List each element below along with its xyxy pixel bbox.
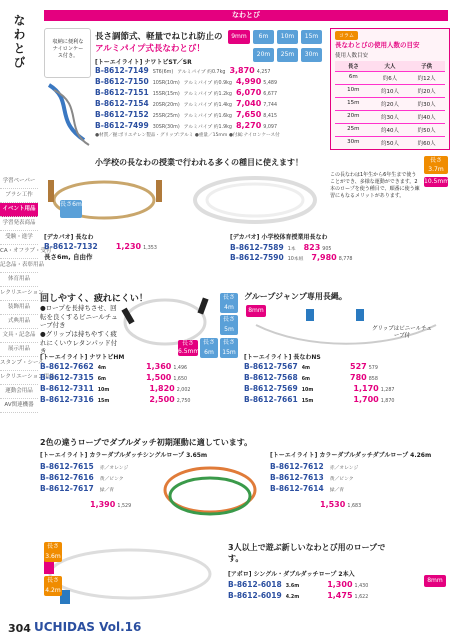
guide-cell: 約40人 — [381, 128, 399, 134]
sec1-series: [トーエイライト] ナワトビST／SR — [95, 59, 192, 66]
price: 780 — [350, 373, 367, 382]
sec4-series: [トーエイライト] 長なわNS — [244, 354, 321, 361]
tag-15m: 15m — [301, 30, 322, 44]
price: 1,700 — [353, 395, 379, 404]
sec4-headline: グループジャンプ専用長縄。 — [244, 292, 347, 301]
table-row — [40, 484, 114, 493]
spec: アルミパイプ 約1.9kg — [183, 125, 232, 130]
sidebar-item[interactable]: 受験・進学 — [0, 231, 38, 245]
sidebar-item[interactable]: CA・オフラブ・受付 — [0, 245, 38, 259]
guide-header-row — [335, 61, 445, 71]
sec6-tag: 8mm — [424, 575, 446, 587]
guide-cell: 約50人 — [417, 128, 436, 134]
sidebar-nav — [0, 175, 55, 413]
tax-price: 5,489 — [263, 81, 277, 86]
sec2-desc: この長なわは1年生から6年生まで使うことができ、多様な運動ができます。2本のロープを使う種目で、順番に使う練習にもなるメリットがあります。 — [330, 172, 420, 199]
price: 4,990 — [235, 77, 262, 86]
guide-cell: 約20人 — [417, 89, 436, 95]
color: 赤／オレンジ — [99, 466, 129, 471]
tag-25m: 25m — [277, 48, 298, 62]
tax-price: 2,750 — [176, 399, 191, 404]
sec2-left-caption: 長さ6m, 自由作 — [44, 253, 93, 261]
tax-price: 1,650 — [173, 377, 188, 382]
table-row — [230, 243, 331, 252]
guide-row — [335, 84, 445, 97]
table-row — [228, 580, 368, 589]
model: ST6(6m) — [152, 70, 174, 75]
length: 4m — [301, 366, 311, 371]
product-code: B-8612-7311 — [40, 384, 94, 393]
table-row — [270, 462, 358, 471]
price: 1,170 — [353, 384, 379, 393]
sec6-series: [アポロ] シングル・ダブルダッチロープ 2本入 — [228, 571, 355, 578]
sec2-left-row — [44, 242, 157, 251]
table-row — [230, 253, 352, 262]
sidebar-item[interactable]: イベント用品 — [0, 203, 38, 217]
sec5-left-series: [トーエイライト] カラーダブルダッチシングルロープ 3.65m — [40, 452, 208, 459]
guide-cell: 約40人 — [417, 115, 436, 121]
product-code: B-8612-7662 — [40, 362, 94, 371]
tax-price: 579 — [368, 366, 378, 371]
table-row — [95, 121, 277, 130]
spec: アルミパイプ 約1.4kg — [183, 103, 232, 108]
sec2-left-tag: 長さ6m — [60, 200, 82, 218]
model: 15SR(15m) — [152, 92, 180, 97]
sec5-right-series: [トーエイライト] カラーダブルダッチダブルロープ 4.26m — [270, 452, 432, 459]
table-row — [40, 473, 124, 482]
table-row — [270, 473, 354, 482]
sidebar-item[interactable]: スタンプ・シール — [0, 357, 38, 371]
table-row — [244, 362, 378, 371]
tax-price: 8,778 — [338, 257, 353, 262]
guide-table — [335, 61, 445, 149]
model: 10SR(10m) — [152, 81, 180, 86]
product-code: B-8612-6018 — [228, 580, 282, 589]
sec3-tag-4m: 長さ4m — [220, 293, 238, 313]
quantity: 10本組 — [287, 257, 304, 262]
spec: アルミパイプ 約0.9kg — [183, 81, 232, 86]
sidebar-item[interactable]: AV関連機器 — [0, 399, 38, 413]
guide-cell: 30m — [347, 139, 360, 145]
sidebar-item[interactable]: 体育用品 — [0, 273, 38, 287]
price: 3,870 — [229, 66, 255, 75]
guide-cell: 約10人 — [381, 89, 399, 95]
guide-cell: 6m — [348, 74, 358, 80]
length: 3.6m — [285, 584, 300, 589]
sec6-tag-3-6m: 長さ3.6m — [45, 543, 61, 560]
sec4-tag: 8mm — [246, 305, 266, 317]
sec1-headline1: 長さ調節式、軽量でねじれ防止の — [95, 32, 223, 42]
product-code: B-8612-7567 — [244, 362, 298, 371]
length: 10m — [301, 388, 314, 393]
color: 赤／オレンジ — [329, 466, 359, 471]
tag-10m: 10m — [277, 30, 298, 44]
table-row — [244, 395, 394, 404]
tag-20m: 20m — [253, 48, 274, 62]
tax-price: 6,677 — [263, 92, 277, 97]
color: 緑／青 — [99, 488, 115, 493]
guide-cell: 25m — [347, 126, 360, 132]
price: 2,500 — [149, 395, 175, 404]
table-row — [244, 373, 378, 382]
sec1-headline2: アルミパイプ式長なわとび！ — [95, 44, 205, 54]
sidebar-item[interactable]: 装飾用品 — [0, 301, 38, 315]
guide-cell: 約6人 — [382, 76, 398, 82]
guide-cell: 約30人 — [417, 102, 436, 108]
sec1-rope-image — [44, 80, 94, 150]
sec6-tag-4-2m: 長さ4.2m — [45, 577, 61, 594]
guide-header: 大人 — [384, 64, 396, 70]
price: 1,390 — [90, 500, 116, 509]
product-code: B-8612-7132 — [44, 242, 98, 251]
tag-9mm: 9mm — [228, 30, 250, 44]
guide-cell: 約12人 — [417, 76, 436, 82]
length: 10m — [97, 388, 110, 393]
table-row — [95, 77, 277, 86]
sidebar-item[interactable]: 式典用品 — [0, 315, 38, 329]
guide-subtitle: 使用人数目安 — [335, 53, 369, 59]
tax-price: 1,287 — [380, 388, 395, 393]
product-code: B-8612-7315 — [40, 373, 94, 382]
guide-row — [335, 123, 445, 136]
spec: アルミパイプ 約1.2kg — [183, 92, 232, 97]
tax-price: 1,529 — [117, 504, 132, 509]
sec2-headline: 小学校の長なわの授業で行われる多くの種目に使えます！ — [95, 158, 303, 167]
price: 1,475 — [327, 591, 353, 600]
sec3-tag-6-5mm: 長さ6.5mm — [178, 340, 200, 355]
sec3-headline: 回しやすく、疲れにくい！ — [40, 294, 148, 304]
table-row — [95, 99, 277, 108]
spec: アルミパイプ 約1.6kg — [183, 114, 232, 119]
tax-price: 1,683 — [347, 504, 362, 509]
product-code: B-8612-7590 — [230, 253, 284, 262]
sec2-right-rope-image — [185, 172, 325, 232]
tag-30m: 30m — [301, 48, 322, 62]
price: 1,820 — [149, 384, 175, 393]
table-row — [40, 462, 128, 471]
model: 20SR(20m) — [152, 103, 180, 108]
price: 1,530 — [320, 500, 346, 509]
sec6-headline: 3人以上で遊ぶ新しいなわとび用のロープです。 — [228, 543, 386, 563]
product-code: B-8612-7617 — [40, 484, 94, 493]
product-code: B-8612-7149 — [95, 66, 149, 75]
guide-title: 長なわとびの使用人数の目安 — [335, 41, 420, 49]
sec4-label: グリップはビニールチューブ付 — [372, 326, 433, 339]
product-code: B-8612-7613 — [270, 473, 324, 482]
tax-price: 2,002 — [176, 388, 191, 393]
table-row — [244, 384, 394, 393]
guide-header: 長さ — [347, 64, 359, 70]
product-code: B-8612-7614 — [270, 484, 324, 493]
color: 黄／ピンク — [99, 477, 124, 482]
length: 4.2m — [285, 595, 300, 600]
table-row — [40, 373, 187, 382]
sidebar-item[interactable]: レクリエーション — [0, 287, 38, 301]
sec5-headline: 2色の違うロープでダブルダッチ初期運動に適しています。 — [40, 438, 253, 447]
tax-price: 4,257 — [256, 70, 271, 75]
length: 6m — [97, 377, 107, 382]
color: 緑／青 — [329, 488, 345, 493]
sidebar-item[interactable]: 文具・記念品 — [0, 329, 38, 343]
tax-price: 1,622 — [354, 595, 369, 600]
sidebar-item[interactable]: レクリエーション用品 — [0, 371, 38, 385]
price: 7,650 — [235, 110, 262, 119]
sec2-right-series: [デカパオ] 小学校体育授業用長なわ — [230, 234, 328, 241]
product-code: B-8612-6019 — [228, 591, 282, 600]
price: 527 — [350, 362, 367, 371]
section-header: なわとび — [44, 10, 448, 21]
sec5-right-price-row — [270, 500, 361, 509]
sec3-tag-15m: 長さ15m — [220, 338, 238, 358]
guide-cell: 約50人 — [381, 141, 399, 147]
color: 黄／ピンク — [329, 477, 354, 482]
length: 6m — [301, 377, 311, 382]
product-code: B-8612-7569 — [244, 384, 298, 393]
table-row — [95, 88, 277, 97]
guide-row — [335, 136, 445, 149]
page-number: 304 — [8, 622, 31, 635]
guide-cell: 20m — [347, 113, 360, 119]
sec2-tag2: 10.5mm — [424, 178, 450, 185]
price: 1,300 — [327, 580, 353, 589]
guide-row — [335, 97, 445, 110]
guide-label: コラム — [335, 31, 358, 40]
tax-price: 1,496 — [173, 366, 188, 371]
price: 7,980 — [311, 253, 337, 262]
sidebar-item[interactable]: 記念品・表彰用品 — [0, 259, 38, 273]
length: 15m — [301, 399, 314, 404]
sec5-rope-image — [155, 460, 265, 530]
guide-cell: 約60人 — [417, 141, 436, 147]
product-code: B-8612-7154 — [95, 99, 149, 108]
model: 30SR(30m) — [152, 125, 180, 130]
product-code: B-8612-7151 — [95, 88, 149, 97]
sec1-note: ●材質／握:ポリエチレン製品・グリップ:アルミ ●重量／15mm ●付属:ナイロンケース付 — [95, 133, 280, 138]
guide-cell: 約30人 — [381, 115, 399, 121]
guide-row — [335, 110, 445, 123]
sidebar-item[interactable]: 運動会用品 — [0, 385, 38, 399]
price: 8,270 — [235, 121, 262, 130]
length: 4m — [97, 366, 107, 371]
length: 15m — [97, 399, 110, 404]
table-row — [40, 395, 190, 404]
sidebar-item[interactable]: 学習発表商品 — [0, 217, 38, 231]
brand: UCHIDAS Vol.16 — [34, 620, 142, 634]
sidebar-item[interactable]: 学習ペーパー — [0, 175, 38, 189]
model: 25SR(25m) — [152, 114, 180, 119]
sec3-bullet-2: ●グリップは持ちやすく疲れにくいウレタンパッド付き — [40, 330, 118, 355]
guide-header: 子供 — [421, 64, 433, 70]
sec2-tag: 長さ3.7m — [424, 156, 448, 174]
table-row — [270, 484, 344, 493]
price: 7,040 — [235, 99, 262, 108]
guide-box — [330, 28, 450, 150]
product-code: B-8612-7316 — [40, 395, 94, 404]
guide-cell: 約20人 — [381, 102, 399, 108]
product-code: B-8612-7152 — [95, 110, 149, 119]
price: 1,360 — [146, 362, 172, 371]
tax-price: 1,353 — [143, 246, 157, 251]
tag-6m: 6m — [253, 30, 274, 44]
tax-price: 9,097 — [263, 125, 277, 130]
sec3-bullet-1: ●ロープを長持ちさせ、回転を良くするビニールチューブ付き — [40, 304, 118, 329]
table-row — [40, 362, 187, 371]
tax-price: 1,870 — [380, 399, 395, 404]
product-code: B-8612-7499 — [95, 121, 149, 130]
price: 1,500 — [146, 373, 172, 382]
product-code: B-8612-7616 — [40, 473, 94, 482]
table-row — [40, 384, 190, 393]
sidebar-item[interactable]: 展示用品 — [0, 343, 38, 357]
price: 1,230 — [115, 242, 142, 251]
spec: アルミパイプ 約0.7kg — [177, 70, 226, 75]
table-row — [95, 110, 277, 119]
sec5-left-price-row — [40, 500, 131, 509]
product-code: B-8612-7661 — [244, 395, 298, 404]
table-row — [95, 66, 270, 75]
sec3-tag-6m: 長さ6m — [200, 338, 218, 358]
product-code: B-8612-7568 — [244, 373, 298, 382]
tax-price: 7,744 — [263, 103, 277, 108]
product-code: B-8612-7612 — [270, 462, 324, 471]
product-code: B-8612-7589 — [230, 243, 284, 252]
table-row — [228, 591, 368, 600]
case-image — [44, 28, 91, 78]
tax-price: 1,430 — [354, 584, 369, 589]
guide-cell: 10m — [347, 87, 360, 93]
price: 6,070 — [235, 88, 262, 97]
product-code: B-8612-7615 — [40, 462, 94, 471]
sidebar-item[interactable]: ブラシ工作 — [0, 189, 38, 203]
tax-price: 8,415 — [263, 114, 277, 119]
price: 823 — [303, 243, 321, 252]
tax-price: 905 — [322, 247, 332, 252]
quantity: 1本 — [287, 247, 296, 252]
sec3-series: [トーエイライト] ナワトビHM — [40, 354, 125, 361]
product-code: B-8612-7150 — [95, 77, 149, 86]
guide-cell: 15m — [347, 100, 360, 106]
sec2-left-series: [デカパオ] 長なわ — [44, 234, 94, 241]
sec6-rope-image — [40, 540, 220, 610]
sidebar-title: なわとび — [12, 14, 26, 70]
tax-price: 858 — [368, 377, 378, 382]
sec3-tag-5m: 長さ5m — [220, 315, 238, 335]
case-badge: 収納に便利なナイロンケース付き。 — [52, 39, 84, 59]
guide-row — [335, 71, 445, 84]
